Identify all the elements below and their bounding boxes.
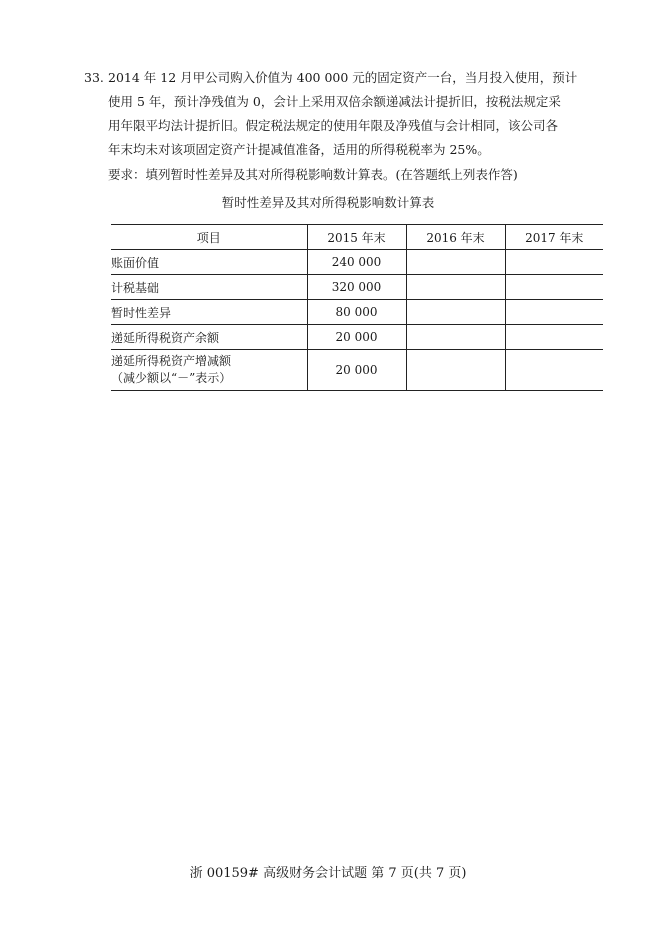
cell-2017 [505,275,603,300]
table-header-row [111,225,603,250]
header-item: 项目 [111,225,307,250]
cell-2015: 240 000 [307,250,406,275]
table-title: 暂时性差异及其对所得税影响数计算表 [221,195,435,210]
question-text-line-4: 年末均未对该项固定资产计提减值准备，适用的所得税税率为 25%。 [108,142,490,157]
question-requirement: 要求：填列暂时性差异及其对所得税影响数计算表。(在答题纸上列表作答) [108,167,518,182]
question-text-line-3: 用年限平均法计提折旧。假定税法规定的使用年限及净残值与会计相同，该公司各 [108,118,559,133]
header-2016: 2016 年末 [406,225,505,250]
page-footer: 浙 00159# 高级财务会计试题 第 7 页(共 7 页) [189,866,467,881]
cell-2016 [406,275,505,300]
row-label: 计税基础 [111,275,307,300]
cell-2015: 80 000 [307,300,406,325]
cell-2016 [406,250,505,275]
question-text-line-2: 使用 5 年，预计净残值为 0，会计上采用双倍余额递减法计提折旧，按税法规定采 [108,94,561,109]
table-row [111,325,603,350]
question-33 [84,66,604,162]
question-number: 33. [84,70,104,85]
cell-2016 [406,325,505,350]
row-label-note: （减少额以“－”表示） [111,371,232,385]
table-row [111,350,603,391]
row-label: 递延所得税资产增减额 [111,354,232,368]
table-row [111,250,603,275]
cell-2017 [505,350,603,391]
question-text-line-1: 2014 年 12 月甲公司购入价值为 400 000 元的固定资产一台，当月投入使用，预计 [108,70,578,85]
cell-2015: 20 000 [307,325,406,350]
question-line-1 [84,66,604,90]
row-label-cell [111,350,307,391]
table-row [111,275,603,300]
cell-2016 [406,350,505,391]
cell-2017 [505,300,603,325]
cell-2017 [505,250,603,275]
header-2015: 2015 年末 [307,225,406,250]
row-label: 暂时性差异 [111,300,307,325]
row-label: 递延所得税资产余额 [111,325,307,350]
temporary-difference-table [111,224,603,391]
cell-2016 [406,300,505,325]
table-row [111,300,603,325]
cell-2015: 20 000 [307,350,406,391]
cell-2017 [505,325,603,350]
header-2017: 2017 年末 [505,225,603,250]
cell-2015: 320 000 [307,275,406,300]
row-label: 账面价值 [111,250,307,275]
